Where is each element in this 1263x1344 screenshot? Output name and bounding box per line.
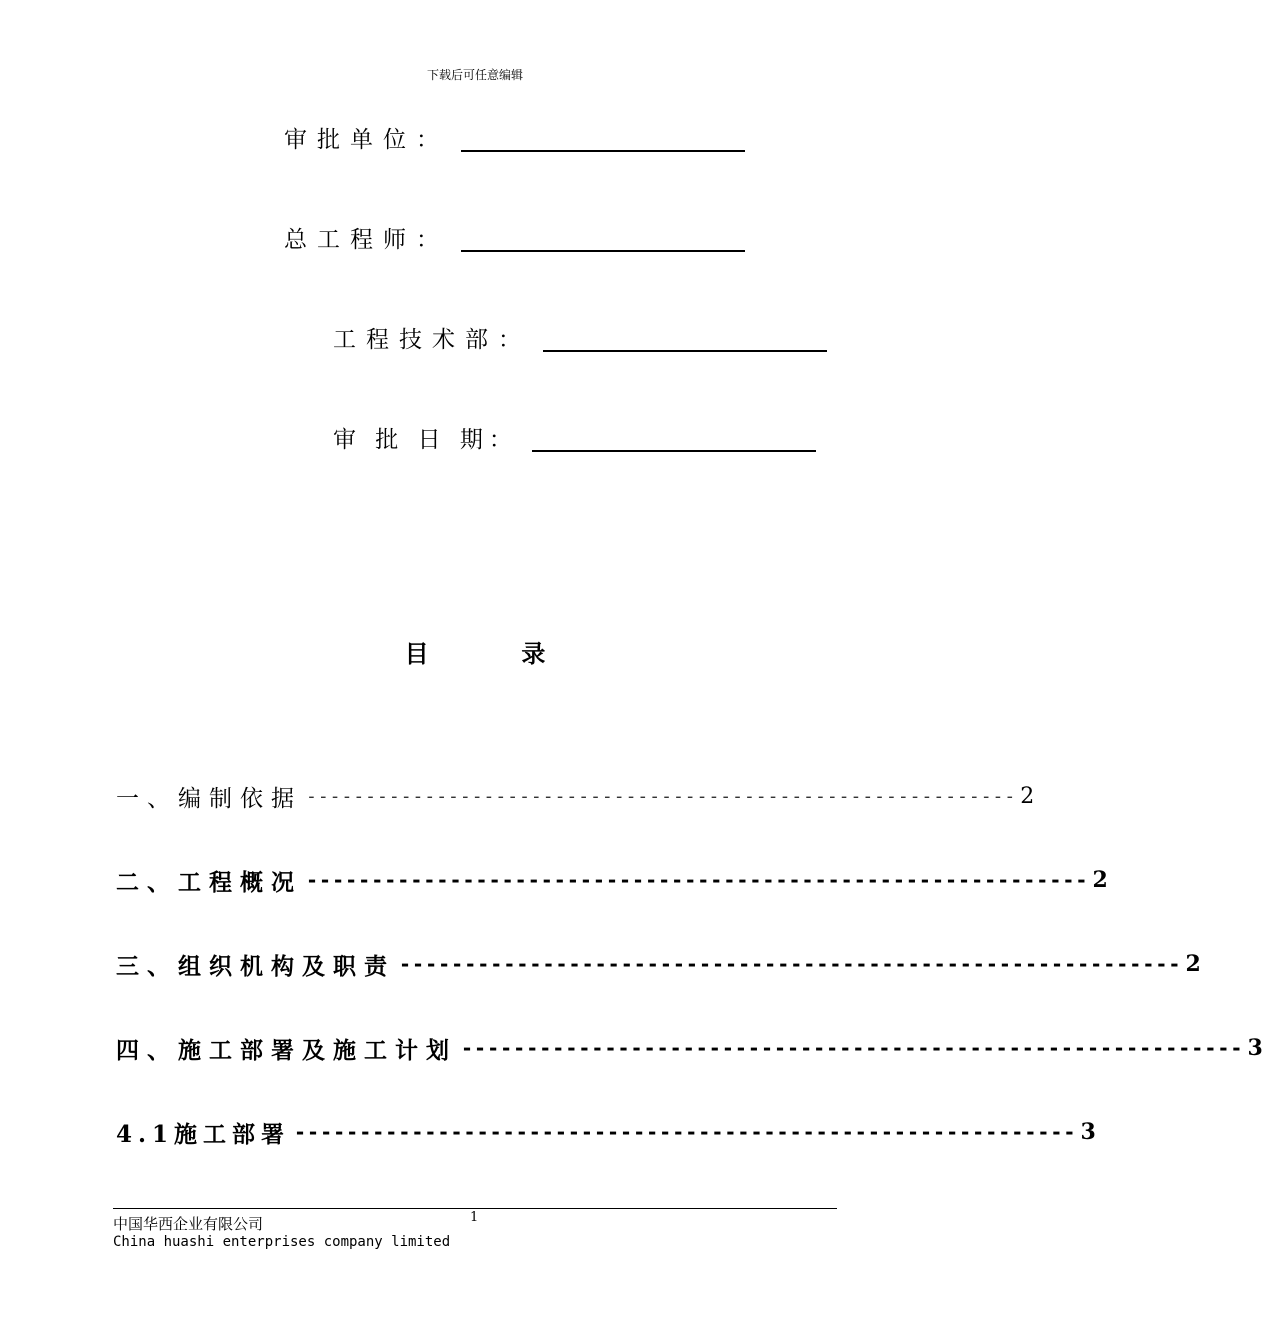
toc-leader: ------------------------------------------------------------: [294, 1120, 1077, 1144]
toc-item-label: 一、编制依据: [116, 785, 302, 812]
toc-item-page: 2: [1020, 783, 1035, 809]
approval-unit-row: [284, 122, 745, 154]
toc-title-left: 目: [404, 639, 429, 668]
approval-unit-line: [461, 150, 745, 152]
toc-item-label: 三、组织机构及职责: [116, 952, 395, 980]
chief-engineer-label: 总工程师：: [284, 227, 449, 253]
toc-item-label: 四、施工部署及施工计划: [116, 1036, 457, 1064]
toc-item-page: 2: [1092, 867, 1108, 893]
toc-item[interactable]: [116, 1031, 1263, 1065]
toc-title: [0, 634, 950, 669]
tech-dept-label: 工程技术部：: [333, 327, 531, 353]
chief-engineer-line: [461, 250, 745, 252]
header-note: 下载后可任意编辑: [426, 68, 523, 82]
footer-company-en: China huashi enterprises company limited: [113, 1234, 451, 1250]
tech-dept-row: [333, 322, 827, 354]
toc-item-page: 2: [1185, 951, 1201, 977]
chief-engineer-row: [284, 222, 745, 254]
tech-dept-line: [543, 350, 827, 352]
toc-item-label: 4.1施工部署: [116, 1120, 291, 1148]
approval-date-label: 审 批 日 期：: [333, 427, 518, 453]
footer-page-number: 1: [470, 1210, 479, 1225]
approval-date-line: [532, 450, 816, 452]
toc-item[interactable]: [116, 1115, 1096, 1149]
toc-leader: ------------------------------------------------------------: [306, 868, 1089, 892]
approval-unit-label: 审批单位：: [284, 127, 449, 153]
toc-item[interactable]: [116, 863, 1108, 897]
toc-title-right: 录: [521, 639, 546, 668]
toc-item-page: 3: [1080, 1119, 1096, 1145]
toc-leader: ------------------------------------------------------------: [399, 952, 1182, 976]
footer-rule: [113, 1208, 837, 1209]
toc-item-page: 3: [1247, 1035, 1263, 1061]
toc-leader: ------------------------------------------------------------: [306, 785, 1017, 807]
toc-item[interactable]: [116, 779, 1035, 813]
toc-leader: ------------------------------------------------------------: [461, 1036, 1244, 1060]
footer-company-cn: 中国华西企业有限公司: [113, 1215, 264, 1233]
approval-date-row: [333, 422, 816, 454]
toc-item[interactable]: [116, 947, 1201, 981]
toc-item-label: 二、工程概况: [116, 868, 302, 896]
